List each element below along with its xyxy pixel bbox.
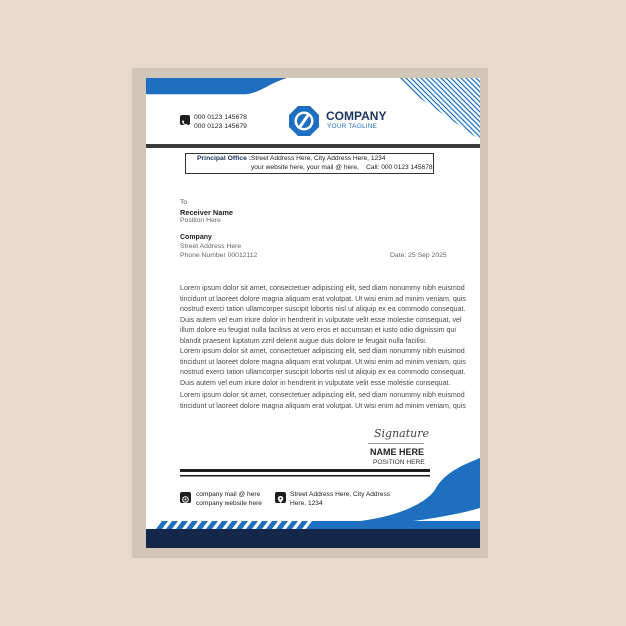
office-address: Street Address Here, City Address Here, 1234 <box>251 155 386 162</box>
body-paragraph-1 <box>180 283 466 347</box>
letterhead-sheet <box>146 78 480 548</box>
phone-number: 000 0123 145679 <box>194 123 247 130</box>
body-line: Lorem ipsum dolor sit amet, consectetuer adipiscing elit, sed diam nonummy nibh euismod <box>180 347 465 355</box>
receiver-position: Position Here <box>180 217 221 224</box>
to-label: To <box>180 199 188 206</box>
letter-date: Date: 25 Sep 2025 <box>390 252 447 259</box>
body-line: tincidunt ut laoreet dolore magna aliquam erat volutpat. Ut wisi enim ad minim veniam, quis <box>180 401 466 410</box>
receiver-name: Receiver Name <box>180 208 234 217</box>
body-line: nostrud exerci tation ullamcorper suscipit lobortis nisl ut aliquip ex ea commodo consequat. <box>180 368 466 377</box>
body-line: Duis autem vel eum iriure dolor in hendrerit in vulputate velit esse molestie consequat. <box>180 378 451 387</box>
phone-icon <box>180 115 190 125</box>
mail-icon <box>180 492 191 503</box>
body-line: tincidunt ut laoreet dolore magna aliquam erat volutpat. Ut wisi enim ad minim veniam, quis <box>180 357 466 366</box>
body-paragraph-3 <box>180 390 466 411</box>
body-line: Duis autem vel eum iriure dolor in hendrerit in vulputate velit esse molestie consequat, vel <box>180 315 462 324</box>
signature-line <box>368 443 424 444</box>
signature-script: Signature <box>374 427 430 440</box>
sender-phone: Phone Number 00012112 <box>180 252 258 259</box>
company-name: COMPANY <box>326 109 387 123</box>
footer-website: company website here <box>196 499 262 507</box>
footer-mail: company mail @ here <box>196 491 261 498</box>
sender-company: Company <box>180 234 212 241</box>
phone-numbers <box>194 113 247 131</box>
body-line: Lorem ipsum dolor sit amet, consectetuer adipiscing elit, sed diam nonummy nibh euismod <box>180 391 465 399</box>
footer-address <box>290 491 390 508</box>
body-line: nostrud exerci tation ullamcorper suscipit lobortis nisl ut aliquip ex ea commodo consequat. <box>180 305 466 314</box>
body-paragraph-2 <box>180 346 466 388</box>
company-tagline: YOUR TAGLINE <box>327 123 378 130</box>
body-line: tincidunt ut laoreet dolore magna aliquam erat volutpat. Ut wisi enim ad minim veniam, quis <box>180 294 466 303</box>
principal-office-label: Principal Office : <box>197 155 252 162</box>
body-line: Lorem ipsum dolor sit amet, consectetuer adipiscing elit, sed diam nonummy nibh euismod <box>180 284 465 292</box>
body-line: blandit praesent luptatum zzril delenit augue duis dolore te feugait nulla facilisi. <box>180 336 427 345</box>
phone-number: 000 0123 145678 <box>194 114 247 121</box>
office-contact: your website here, your mail @ here, Call: 000 0123 145678 <box>251 164 433 171</box>
location-icon <box>275 492 286 503</box>
sender-address: Street Address Here <box>180 243 242 250</box>
footer-address-line: Street Address Here, City Address <box>290 491 391 498</box>
footer-address-line: Here, 1234 <box>290 499 323 507</box>
body-line: illum dolore eu feugiat nulla facilisis at vero eros et accumsan et iusto odio dignissim qui <box>180 326 457 335</box>
signer-name: NAME HERE <box>370 447 425 457</box>
footer-online-contacts <box>196 491 262 508</box>
company-logo-icon <box>288 105 320 137</box>
signer-position: POSITION HERE <box>373 459 425 466</box>
